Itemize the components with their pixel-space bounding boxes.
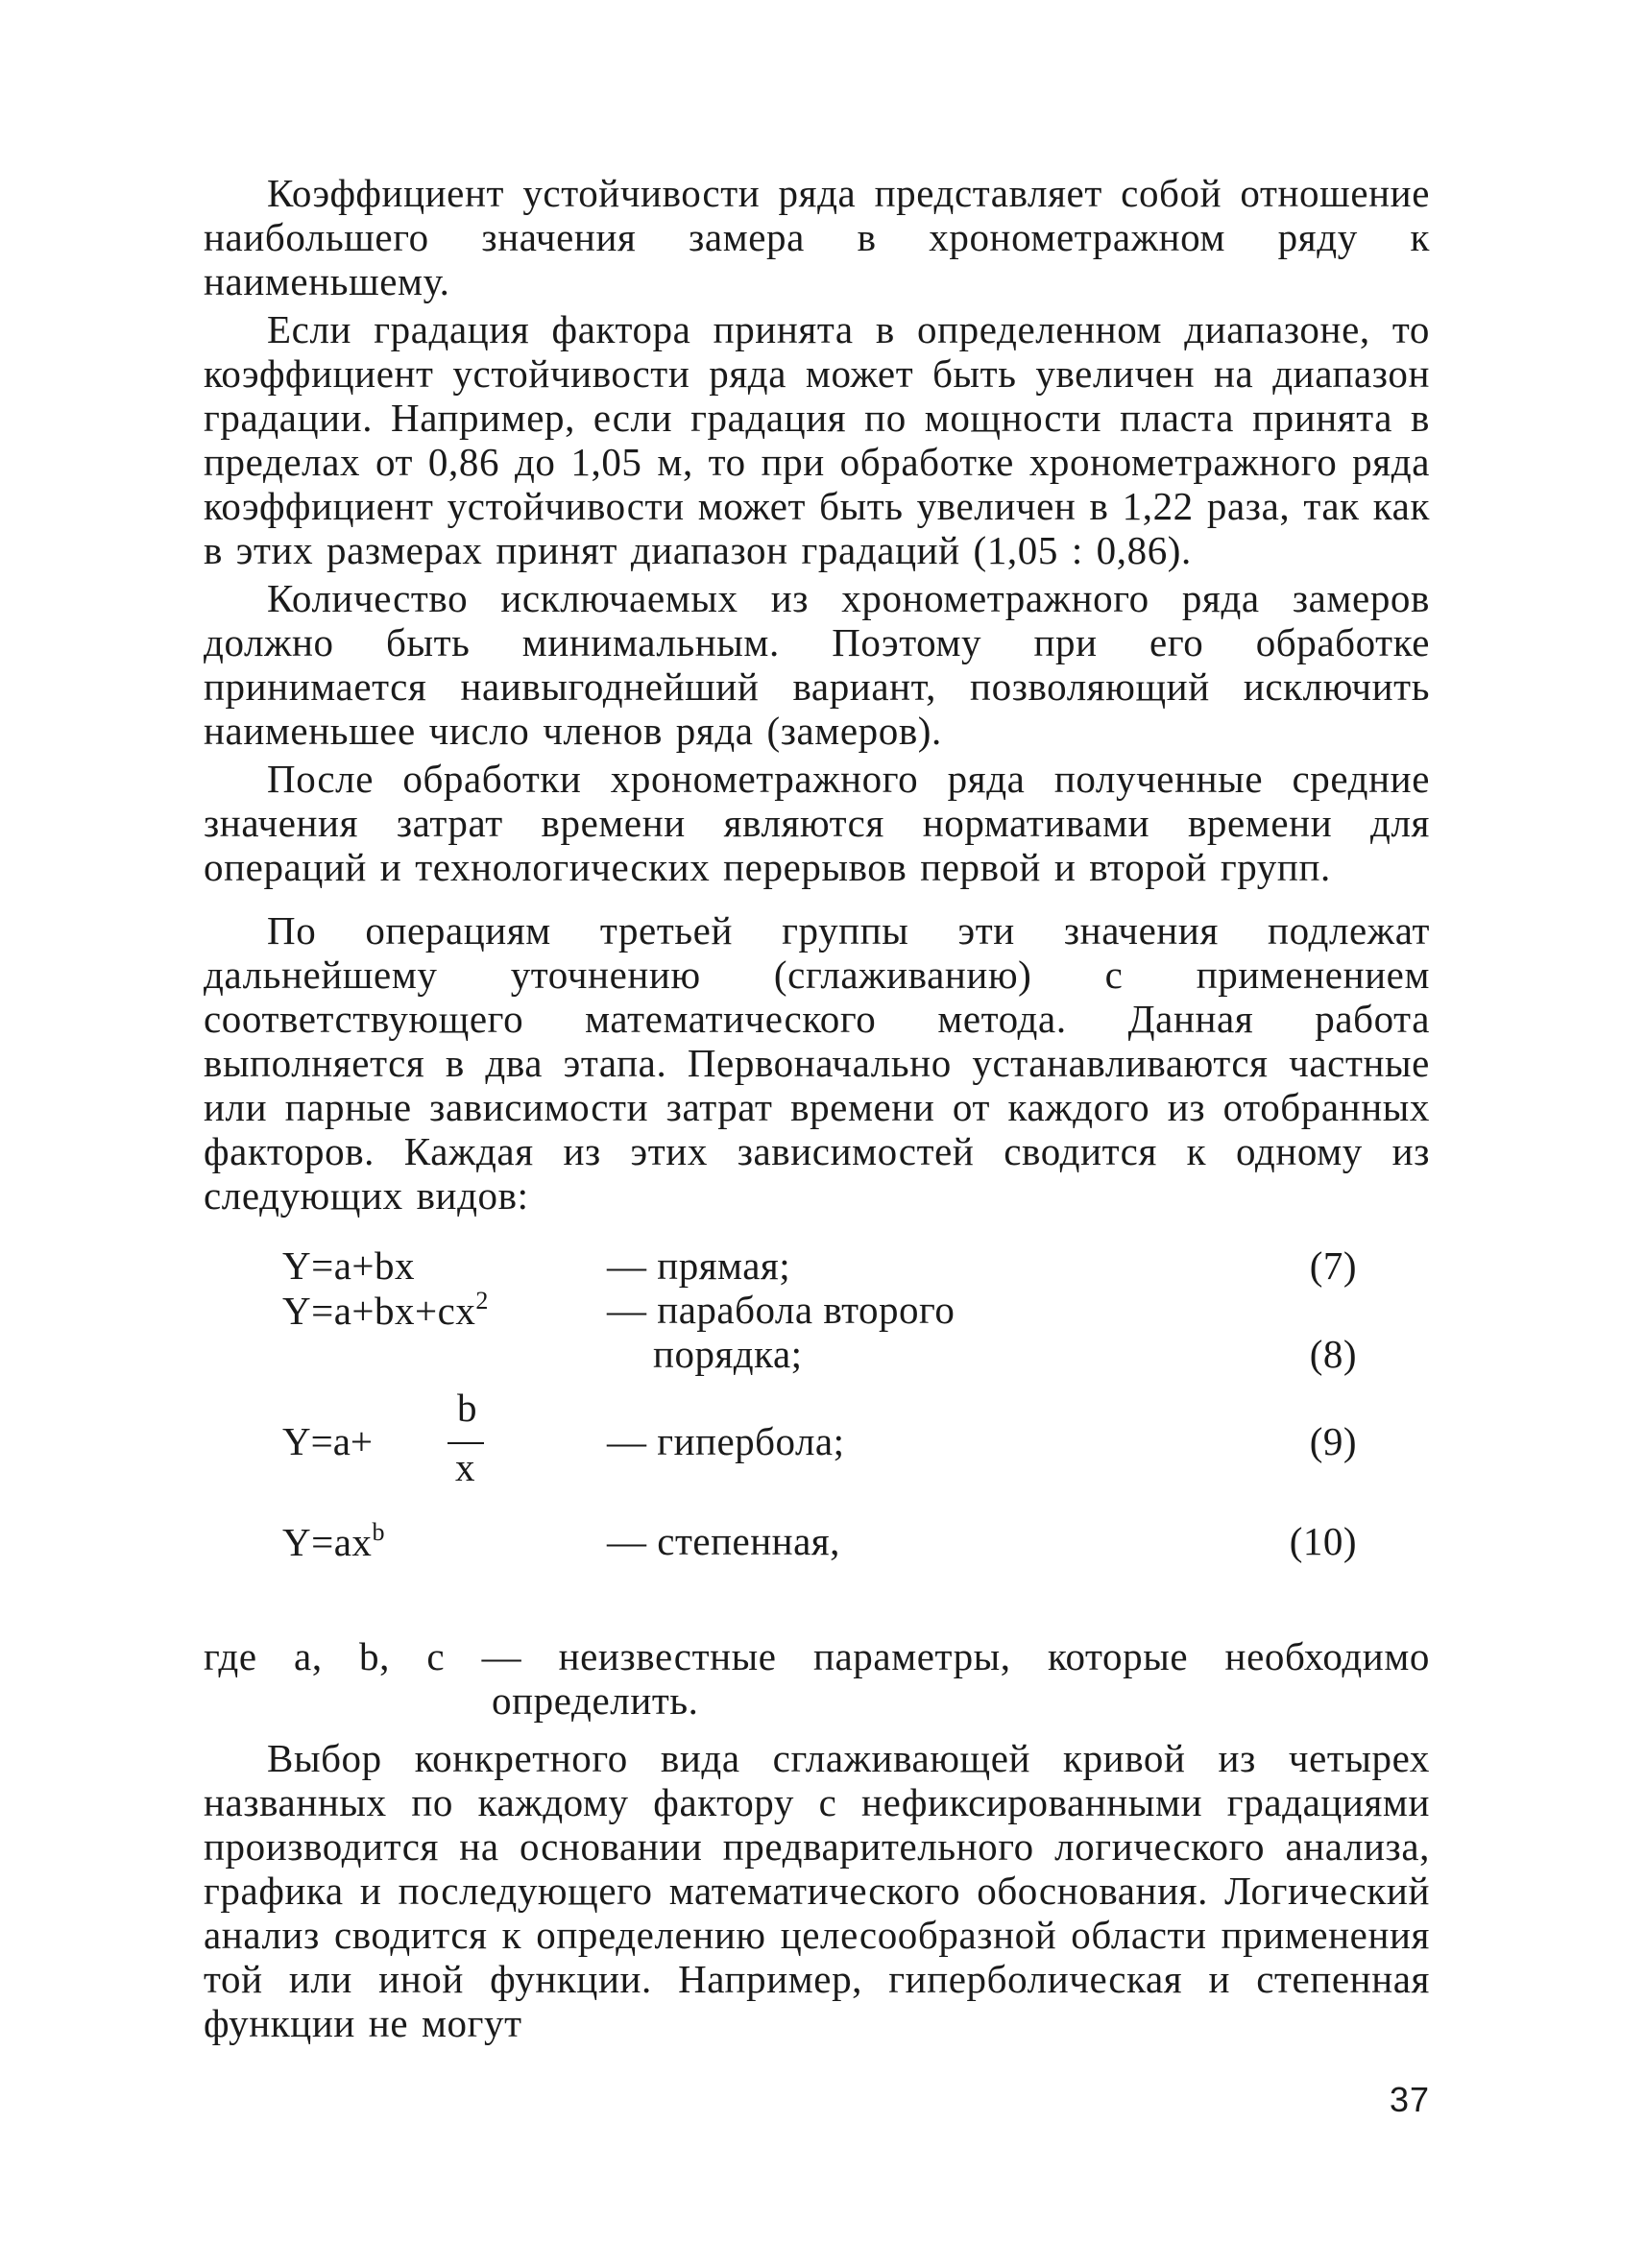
paragraph-curve-selection: Выбор конкретного вида сглаживающей кривой из четырех названных по каждому фактору с нефиксированными градациями производится на основании предварительного логического анализа, графика и последующего математического обоснования. Логический анализ сводится к определению целесообразной области применения той или иной функции. Например, гиперболическая и степенная функции не могут — [204, 1736, 1430, 2045]
formula-8-number: (8) — [1309, 1332, 1357, 1376]
formula-10-expression — [282, 1518, 385, 1565]
page-number: 37 — [1389, 2080, 1430, 2119]
formula-10-number: (10) — [1289, 1519, 1357, 1563]
formula-10-description: — степенная, — [607, 1519, 840, 1563]
paragraph-third-group-smoothing: По операциям третьей группы эти значения подлежат дальнейшему уточнению (сглаживанию) с применением соответствующего математического метода. Данная работа выполняется в два этапа. Первоначально устанавливаются частные или парные зависимости затрат времени от каждого из отобранных факторов. Каждая из этих зависимостей сводится к одному из следующих видов: — [204, 908, 1430, 1218]
formula-7-expression: Y=a+bx — [282, 1243, 416, 1288]
parameters-note-line-1: где a, b, c — неизвестные параметры, которые необходимо — [204, 1634, 1430, 1678]
formula-8-exponent: 2 — [475, 1287, 489, 1315]
paragraph-averages-as-norms: После обработки хронометражного ряда полученные средние значения затрат времени являются нормативами времени для операций и технологических перерывов первой и второй групп. — [204, 757, 1430, 889]
formula-7-description: — прямая; — [607, 1243, 791, 1288]
formula-8-expression-main: Y=a+bx+cx — [282, 1289, 476, 1333]
formula-8-description-continued: порядка; — [653, 1332, 803, 1376]
formula-10-expression-main: Y=ax — [282, 1520, 373, 1564]
parameters-note-line-2: определить. — [492, 1678, 699, 1723]
formula-8-expression — [282, 1287, 489, 1334]
paragraph-excluded-measurements: Количество исключаемых из хронометражного ряда замеров должно быть минимальным. Поэтому при его обработке принимается наивыгоднейший вариант, позволяющий исключить наименьшее число членов ряда (замеров). — [204, 576, 1430, 753]
formula-9-number: (9) — [1309, 1419, 1357, 1463]
paragraph-stability-coefficient: Коэффициент устойчивости ряда представляет собой отношение наибольшего значения замера в хронометражном ряду к наименьшему. — [204, 171, 1430, 303]
parameters-note — [204, 1634, 1430, 1726]
formula-9-numerator: b — [457, 1386, 477, 1430]
formula-list — [204, 1243, 1430, 1627]
formula-8-description: — парабола второго — [607, 1288, 956, 1332]
paragraph-gradation-range: Если градация фактора принята в определенном диапазоне, то коэффициент устойчивости ряда может быть увеличен на диапазон градации. Например, если градация по мощности пласта принята в пределах от 0,86 до 1,05 м, то при обработке хронометражного ряда коэффициент устойчивости может быть увеличен в 1,22 раза, так как в этих размерах принят диапазон градаций (1,05 : 0,86). — [204, 307, 1430, 572]
page-body — [204, 171, 1430, 2045]
formula-9-expression — [282, 1385, 513, 1490]
formula-7-number: (7) — [1309, 1243, 1357, 1288]
formula-10-exponent: b — [372, 1518, 385, 1546]
formula-9-description: — гипербола; — [607, 1419, 845, 1463]
formula-9-denominator: x — [455, 1445, 475, 1489]
formula-9-base: Y=a+ — [282, 1419, 374, 1463]
